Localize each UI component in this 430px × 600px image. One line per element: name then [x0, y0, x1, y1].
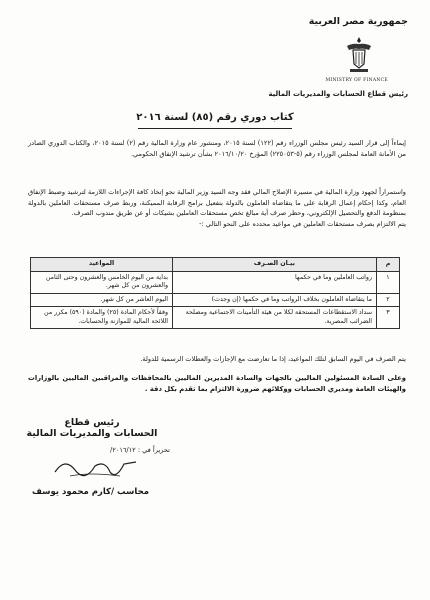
title-underline — [138, 128, 292, 129]
row-number: ١ — [377, 271, 400, 293]
eagle-emblem-icon — [344, 34, 374, 74]
paragraph-schedule-intro: يتم الالتزام بصرف مستحقات العاملين في مواعيد محدده على النحو التالي :- — [199, 219, 406, 228]
column-header-item: بيـان الصـرف — [173, 258, 377, 272]
table-row — [31, 307, 400, 329]
table-header-row — [31, 258, 400, 272]
table-row — [31, 293, 400, 307]
handwritten-signature-icon — [50, 452, 140, 482]
column-header-dates: المواعيد — [31, 258, 173, 272]
row-item: سداد الاستقطاعات المستحقة لكلا من هيئة التأمينات الاجتماعية ومصلحة الضرائب المصرية. — [173, 307, 377, 329]
paragraph-reform — [28, 187, 406, 229]
signatory-title-line-2: الحسابات والمديريات المالية — [26, 428, 158, 439]
ministry-name-english: MINISTRY OF FINANCE — [325, 78, 388, 83]
paragraph-references: إيماءاً إلى قرار السيد رئيس مجلس الوزراء رقم (١٢٢) لسنة ٢٠١٥، ومنشور عام وزارة المالية رقم (٢) لسنة ٢٠١٥، والكتاب الدوري الصادر من الأمانة العامة لمجلس الوزراء رقم (٥-٢٢٥٠٥٣) المؤرخ ٢٠١٦/١٠/٢٠ بشأن ترشيد الإنفاق الحكومي. — [28, 139, 406, 158]
holiday-note: يتم الصرف في اليوم السابق لتلك المواعيد، إذا ما تعارضت مع الإجازات والعطلات الرسمية للدولة. — [140, 355, 406, 363]
row-item: ما يتقاضاه العاملون بخلاف الرواتب وما في حكمها (إن وجدت) — [173, 293, 377, 307]
row-number: ٣ — [377, 307, 400, 329]
row-dates: وفقاً لأحكام المادة (٢٥) والمادة (٥٩٠) مكرر من اللائحة المالية للموازنة والحسابات. — [31, 307, 173, 329]
paragraph-reform-text: واستمراراً لجهود وزارة المالية في مسيرة الإصلاح المالي فقد وجه السيد وزير المالية نحو إتخاذ كافة الإجراءات اللازمة لترشيد وضبط الإنفاق العام، وكذا إحكام إعمال الرقابة على ما يتقاضاه العاملون بالدولة بتفعيل برامج الرقابة المميكنة، وربط صرف مستحقات العاملين بالدولة بمنظومة الدفع والتحصيل الإلكتروني، وحظر صرف أية مبالغ تخص مستحقات العاملين بشيكات أو عن طريق مندوب الصرف. — [28, 188, 406, 217]
signatory-name: محاسب /كارم محمود يوسف — [32, 487, 149, 497]
issue-date: تحريراً في : ٢٠١٦/١٢/ — [110, 446, 170, 454]
circular-title: كتاب دوري رقم (٨٥) لسنة ٢٠١٦ — [136, 112, 294, 123]
sector-heading: رئيس قطاع الحسابات والمديريات المالية — [268, 90, 408, 98]
row-number: ٢ — [377, 293, 400, 307]
compliance-instruction: وعلى السادة المسئولين الماليين بالجهات والسادة المديرين الماليين بالمحافظات والمراقبين الماليين بالوزارات والهيئات العامة ومديري الحسابات ووكلائهم ضرورة الالتزام بما تقدم بكل دقة . — [28, 374, 406, 393]
row-dates: بداية من اليوم الخامس والعشرون وحتى الثامن والعشرون من كل شهر. — [31, 271, 173, 293]
row-item: رواتب العاملين وما في حكمها — [173, 271, 377, 293]
row-dates: اليوم العاشر من كل شهر. — [31, 293, 173, 307]
payment-schedule-table — [30, 257, 400, 329]
country-heading: جمهورية مصر العربية — [308, 16, 408, 27]
signatory-title — [22, 417, 162, 439]
column-header-number: م — [377, 258, 400, 272]
table-row — [31, 271, 400, 293]
signatory-title-line-1: رئيس قطاع — [64, 417, 120, 428]
